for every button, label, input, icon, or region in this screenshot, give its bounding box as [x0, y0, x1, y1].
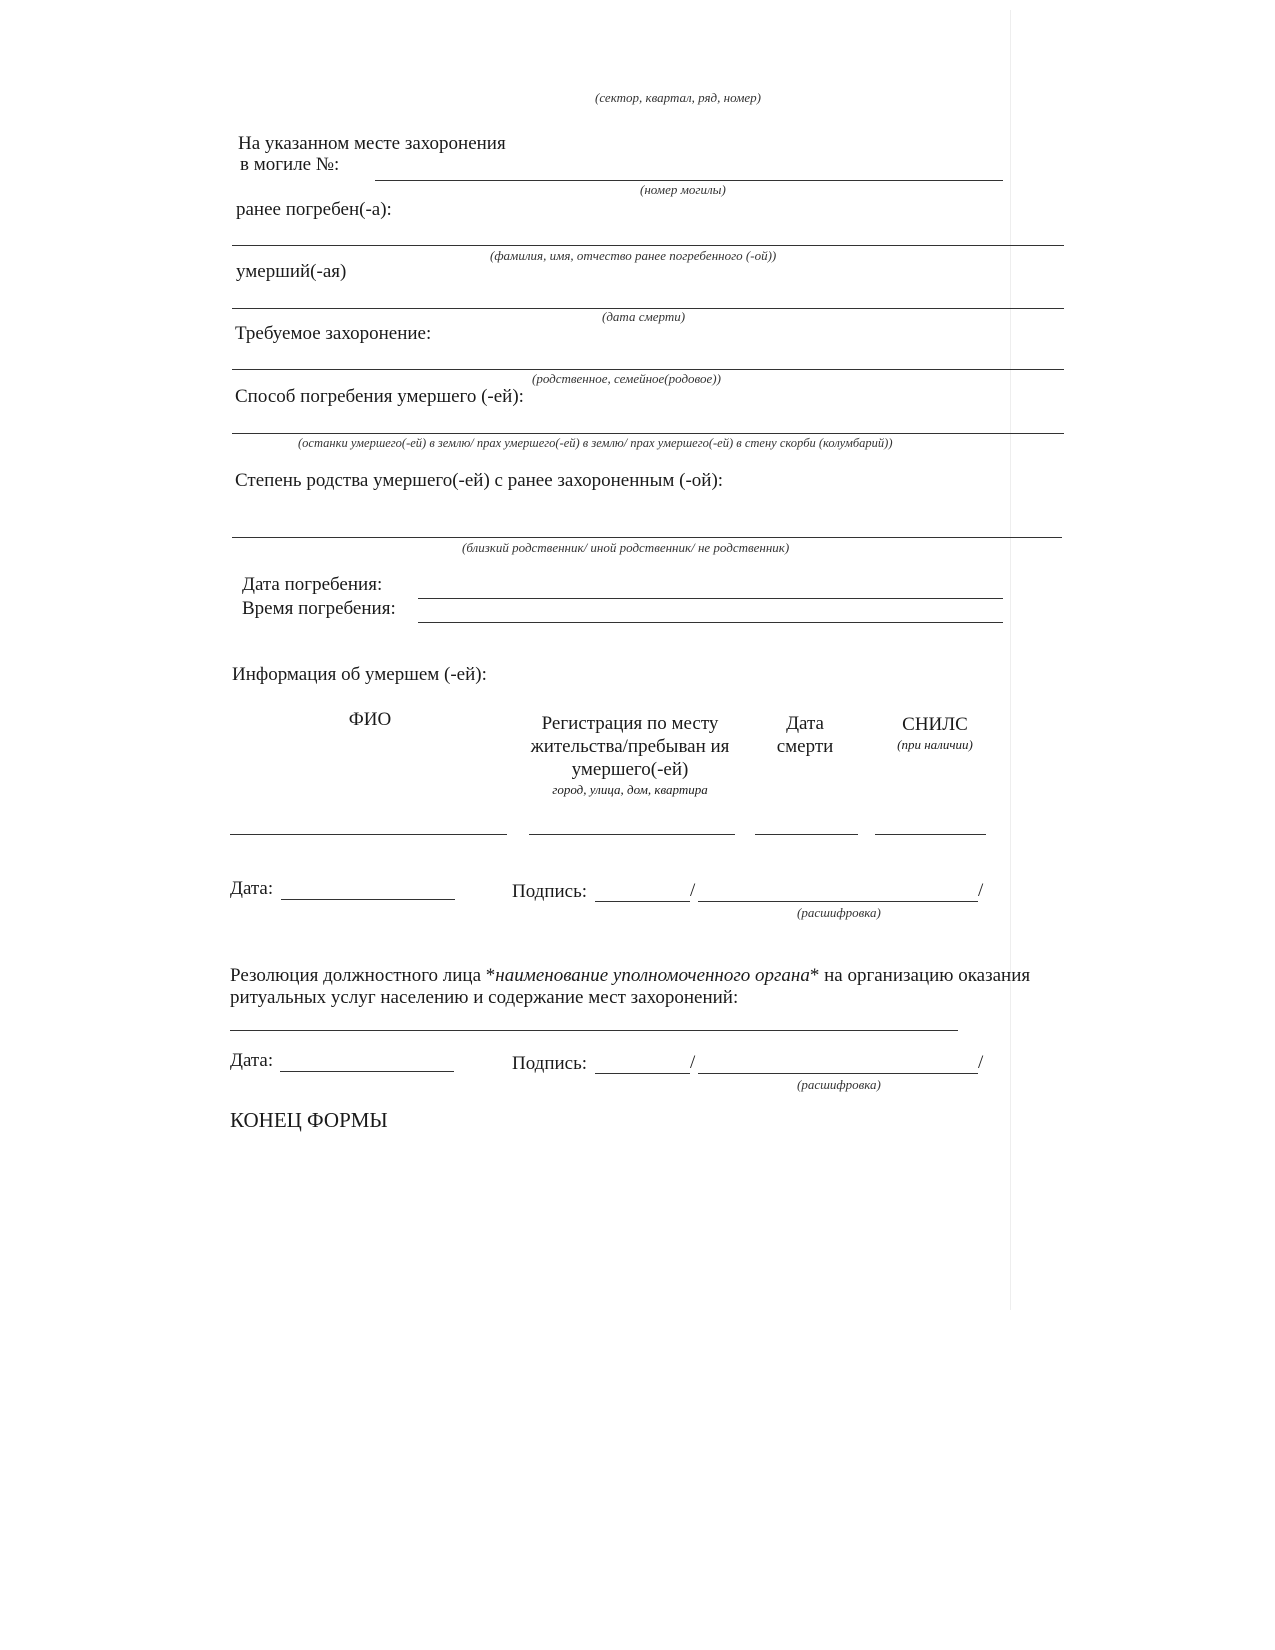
date-label-2: Дата:	[230, 1050, 274, 1071]
column-header-registration	[530, 712, 730, 798]
plot-caption: (сектор, квартал, ряд, номер)	[595, 90, 761, 105]
fio-field[interactable]	[230, 834, 507, 835]
decode-caption-2: (расшифровка)	[797, 1077, 881, 1092]
end-of-form-label: КОНЕЦ ФОРМЫ	[230, 1108, 388, 1132]
kinship-label: Степень родства умершего(-ей) с ранее захороненным (-ой):	[235, 470, 724, 491]
date-field-1[interactable]	[281, 899, 455, 900]
signature-slash-2b: /	[978, 1052, 984, 1073]
resolution-field[interactable]	[230, 1030, 958, 1031]
previously-buried-caption: (фамилия, имя, отчество ранее погребенного (-ой))	[490, 248, 777, 263]
burial-method-label: Способ погребения умершего (-ей):	[235, 386, 524, 407]
burial-date-label: Дата погребения:	[242, 574, 383, 595]
previously-buried-label: ранее погребен(-а):	[236, 199, 392, 220]
date-field-2[interactable]	[280, 1071, 454, 1072]
burial-date-field[interactable]	[418, 598, 1003, 599]
signature-decode-field-2[interactable]	[698, 1073, 978, 1074]
resolution-suffix: * на организацию оказания	[809, 965, 1031, 986]
scan-edge	[1010, 10, 1011, 1310]
signature-decode-field-1[interactable]	[698, 901, 978, 902]
burial-method-field[interactable]	[232, 433, 1064, 434]
column-header-death-date	[765, 712, 845, 758]
grave-caption: (номер могилы)	[640, 182, 726, 197]
column-title-snils: СНИЛС	[902, 714, 968, 735]
signature-label-1: Подпись:	[512, 881, 588, 902]
previously-buried-field[interactable]	[232, 245, 1064, 246]
death-date-table-field[interactable]	[755, 834, 858, 835]
resolution-prefix: Резолюция должностного лица *	[230, 965, 496, 986]
death-date-caption: (дата смерти)	[602, 309, 686, 324]
signature-field-2[interactable]	[595, 1073, 690, 1074]
column-title-death-date: Дата смерти	[776, 713, 834, 757]
required-burial-caption: (родственное, семейное(родовое))	[532, 371, 721, 386]
signature-slash-2a: /	[690, 1052, 696, 1073]
required-burial-field[interactable]	[232, 369, 1064, 370]
resolution-authority-name: наименование уполномоченного органа	[495, 965, 810, 986]
signature-slash-1a: /	[690, 880, 696, 901]
column-subtitle-registration: город, улица, дом, квартира	[552, 782, 708, 797]
grave-label-line1: На указанном месте захоронения	[238, 133, 506, 154]
required-burial-label: Требуемое захоронение:	[235, 323, 432, 344]
resolution-line-1	[230, 965, 1030, 987]
column-header-fio	[300, 708, 440, 731]
column-subtitle-snils: (при наличии)	[897, 737, 973, 752]
deceased-label: умерший(-ая)	[236, 261, 347, 282]
decode-caption-1: (расшифровка)	[797, 905, 881, 920]
kinship-field[interactable]	[232, 537, 1062, 538]
snils-field[interactable]	[875, 834, 986, 835]
kinship-caption: (близкий родственник/ иной родственник/ не родственник)	[462, 540, 790, 555]
signature-field-1[interactable]	[595, 901, 690, 902]
registration-field[interactable]	[529, 834, 735, 835]
grave-label-line2: в могиле №:	[240, 154, 340, 175]
burial-time-field[interactable]	[418, 622, 1003, 623]
date-label-1: Дата:	[230, 878, 274, 899]
burial-time-label: Время погребения:	[242, 598, 396, 619]
deceased-info-heading: Информация об умершем (-ей):	[232, 664, 487, 685]
signature-slash-1b: /	[978, 880, 984, 901]
column-title-registration: Регистрация по месту жительства/пребыван ия умершего(-ей)	[530, 713, 730, 780]
signature-label-2: Подпись:	[512, 1053, 588, 1074]
resolution-line-2: ритуальных услуг населению и содержание мест захоронений:	[230, 987, 739, 1008]
column-title-fio: ФИО	[348, 709, 392, 730]
column-header-snils	[870, 713, 1000, 753]
burial-method-caption: (останки умершего(-ей) в землю/ прах умершего(-ей) в землю/ прах умершего(-ей) в стену скорби (колумбарий))	[298, 436, 893, 450]
grave-number-field[interactable]	[375, 180, 1003, 181]
